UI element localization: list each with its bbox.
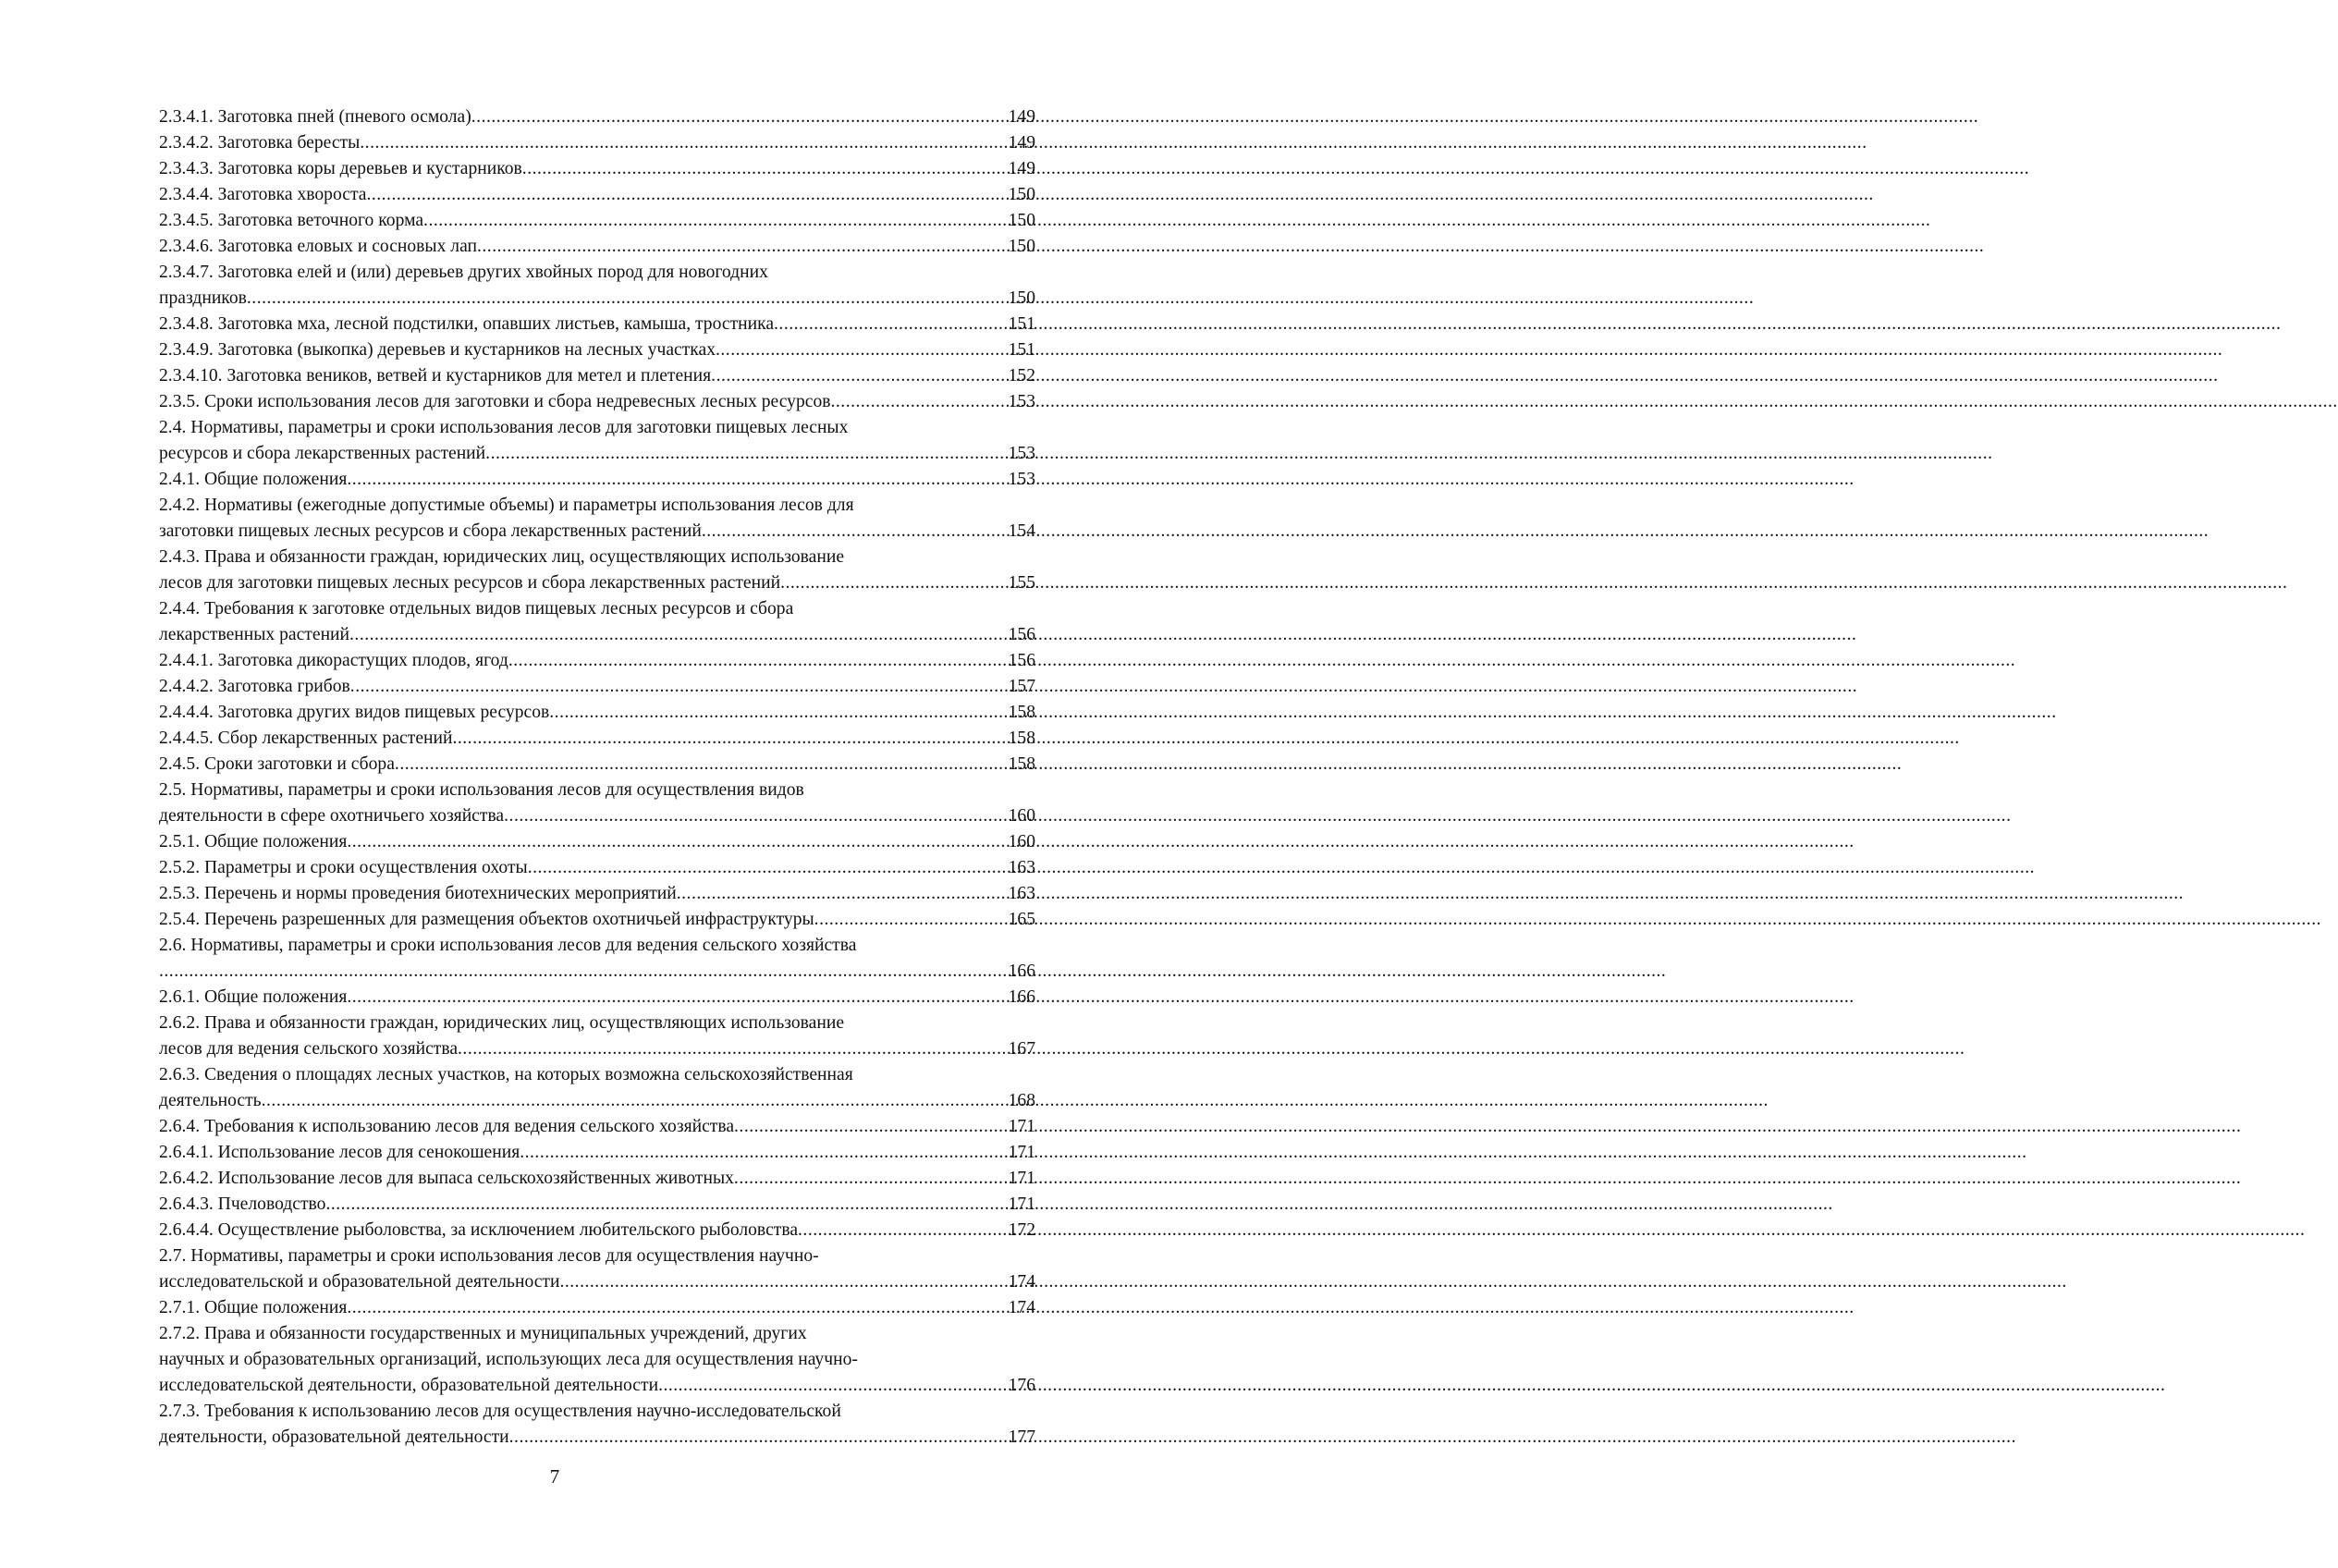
toc-dot-leader <box>159 959 1008 985</box>
toc-dot-leader <box>798 1218 1008 1243</box>
toc-page-number: 171 <box>1008 1117 1035 1136</box>
toc-entry-line <box>159 156 1035 182</box>
toc-entry[interactable] <box>159 1140 1035 1166</box>
toc-entry-line <box>159 363 1035 389</box>
toc-page-number: 160 <box>1008 806 1035 826</box>
toc-entry[interactable] <box>159 260 1035 312</box>
toc-dot-leader <box>831 389 1008 415</box>
toc-dot-leader <box>262 1088 1008 1114</box>
toc-entry-line <box>159 1295 1035 1321</box>
toc-dot-leader <box>366 182 1007 208</box>
toc-entry-line <box>159 674 1035 700</box>
toc-page-number: 152 <box>1008 366 1035 386</box>
toc-entry[interactable] <box>159 907 1035 933</box>
toc-dot-leader <box>734 1114 1008 1140</box>
toc-entry-title: 2.4.4.2. Заготовка грибов <box>159 677 350 696</box>
toc-entry[interactable] <box>159 545 1035 596</box>
toc-page-number: 149 <box>1008 159 1035 178</box>
toc-dot-leader <box>658 1373 1008 1399</box>
toc-entry[interactable] <box>159 337 1035 363</box>
toc-entry[interactable] <box>159 1011 1035 1062</box>
toc-entry-line <box>159 855 1035 881</box>
toc-entry-title-line: 2.7. Нормативы, параметры и сроки использования лесов для осуществления научно- <box>159 1246 819 1266</box>
toc-entry[interactable] <box>159 1321 1035 1399</box>
toc-page-number: 149 <box>1008 107 1035 127</box>
toc-entry[interactable] <box>159 1218 1035 1243</box>
toc-entry-line <box>159 752 1035 778</box>
toc-page-number: 174 <box>1008 1298 1035 1317</box>
toc-entry-title: лесов для заготовки пищевых лесных ресурсов и сбора лекарственных растений <box>159 573 781 593</box>
toc-entry-line <box>159 1192 1035 1218</box>
toc-page-number: 150 <box>1008 185 1035 204</box>
toc-entry[interactable] <box>159 726 1035 752</box>
toc-entry-title: 2.3.4.2. Заготовка бересты <box>159 133 361 153</box>
toc-entry[interactable] <box>159 104 1035 130</box>
toc-entry-line <box>159 648 1035 674</box>
page-number: 7 <box>549 1465 560 1488</box>
toc-entry[interactable] <box>159 1399 1035 1451</box>
toc-entry-title: 2.5.1. Общие положения <box>159 832 348 851</box>
toc-dot-leader <box>347 829 1007 855</box>
toc-entry-title-line: 2.7.2. Права и обязанности государственных и муниципальных учреждений, других <box>159 1324 807 1343</box>
toc-dot-leader <box>549 700 1007 726</box>
toc-page-number: 156 <box>1008 625 1035 644</box>
toc-entry-line <box>159 1114 1035 1140</box>
toc-entry-line <box>159 803 1035 829</box>
toc-entry-line <box>159 881 1035 907</box>
toc-entry-line <box>159 286 1035 312</box>
toc-entry-title: 2.3.4.10. Заготовка веников, ветвей и кустарников для метел и плетения <box>159 366 712 386</box>
toc-entry-line <box>159 519 1035 545</box>
toc-entry-line <box>159 985 1035 1011</box>
toc-page-number: 166 <box>1008 987 1035 1007</box>
toc-page-number: 158 <box>1008 729 1035 748</box>
toc-dot-leader <box>677 881 1008 907</box>
toc-dot-leader <box>395 752 1008 778</box>
toc-entry-line <box>159 1269 1035 1295</box>
toc-entry-title: 2.5.3. Перечень и нормы проведения биотехнических мероприятий <box>159 884 677 903</box>
toc-page-number: 167 <box>1008 1039 1035 1059</box>
toc-entry-line <box>159 234 1035 260</box>
toc-entry-title: ресурсов и сбора лекарственных растений <box>159 444 486 463</box>
toc-entry[interactable] <box>159 881 1035 907</box>
toc-dot-leader <box>325 1192 1007 1218</box>
toc-entry[interactable] <box>159 829 1035 855</box>
toc-entry-line <box>159 208 1035 234</box>
table-of-contents <box>159 104 1035 1451</box>
toc-entry-title: 2.6.1. Общие положения <box>159 987 348 1007</box>
toc-page-number: 151 <box>1008 340 1035 360</box>
toc-page-number: 171 <box>1008 1169 1035 1188</box>
toc-entry-title-line: 2.4.2. Нормативы (ежегодные допустимые объемы) и параметры использования лесов для <box>159 496 854 515</box>
toc-entry-title: 2.3.5. Сроки использования лесов для заготовки и сбора недревесных лесных ресурсов <box>159 392 831 411</box>
toc-page-number: 165 <box>1008 910 1035 929</box>
toc-entry-title: 2.6.4.1. Использование лесов для сенокошения <box>159 1143 520 1162</box>
toc-entry[interactable] <box>159 596 1035 648</box>
toc-entry-title: 2.7.1. Общие положения <box>159 1298 348 1317</box>
toc-entry[interactable] <box>159 312 1035 337</box>
toc-dot-leader <box>559 1269 1007 1295</box>
toc-entry[interactable] <box>159 778 1035 829</box>
toc-dot-leader <box>528 855 1008 881</box>
toc-entry[interactable] <box>159 1114 1035 1140</box>
toc-dot-leader <box>247 286 1008 312</box>
toc-entry-title: 2.5.2. Параметры и сроки осуществления охоты <box>159 858 528 877</box>
toc-entry-title: 2.3.4.5. Заготовка веточного корма <box>159 211 424 230</box>
toc-entry[interactable] <box>159 156 1035 182</box>
toc-page-number: 150 <box>1008 288 1035 308</box>
toc-page-number: 177 <box>1008 1427 1035 1447</box>
toc-dot-leader <box>702 519 1008 545</box>
toc-entry-line <box>159 1140 1035 1166</box>
toc-entry-line <box>159 1218 1035 1243</box>
toc-dot-leader <box>458 1036 1008 1062</box>
toc-entry-title: деятельности, образовательной деятельности <box>159 1427 509 1447</box>
toc-entry-line <box>159 1166 1035 1192</box>
toc-page-number: 166 <box>1008 962 1035 981</box>
toc-entry-title: 2.3.4.4. Заготовка хвороста <box>159 185 367 204</box>
toc-page-number: 150 <box>1008 237 1035 256</box>
toc-entry[interactable] <box>159 363 1035 389</box>
toc-page-number: 163 <box>1008 858 1035 877</box>
toc-entry-title: 2.3.4.9. Заготовка (выкопка) деревьев и кустарников на лесных участках <box>159 340 716 360</box>
toc-entry[interactable] <box>159 855 1035 881</box>
toc-entry-title: 2.3.4.8. Заготовка мха, лесной подстилки, опавших листьев, камыша, тростника <box>159 314 775 334</box>
toc-entry-line <box>159 726 1035 752</box>
toc-page-number: 171 <box>1008 1194 1035 1214</box>
toc-entry-title: 2.6.4.2. Использование лесов для выпаса сельскохозяйственных животных <box>159 1169 734 1188</box>
toc-entry-line <box>159 829 1035 855</box>
toc-dot-leader <box>347 467 1007 493</box>
toc-page-number: 172 <box>1008 1220 1035 1240</box>
toc-dot-leader <box>485 441 1007 467</box>
toc-dot-leader <box>347 1295 1007 1321</box>
toc-entry-title: 2.6.4.4. Осуществление рыболовства, за исключением любительского рыболовства <box>159 1220 799 1240</box>
toc-page-number: 168 <box>1008 1091 1035 1110</box>
toc-dot-leader <box>423 208 1008 234</box>
toc-dot-leader <box>350 674 1008 700</box>
toc-dot-leader <box>522 156 1008 182</box>
toc-entry-title: 2.4.1. Общие положения <box>159 470 348 489</box>
toc-entry-line <box>159 959 1035 985</box>
toc-entry[interactable] <box>159 700 1035 726</box>
toc-dot-leader <box>711 363 1007 389</box>
toc-entry-line <box>159 130 1035 156</box>
toc-page-number: 158 <box>1008 703 1035 722</box>
toc-page-number: 176 <box>1008 1376 1035 1395</box>
toc-entry[interactable] <box>159 1062 1035 1114</box>
toc-entry-title: 2.4.4.5. Сбор лекарственных растений <box>159 729 453 748</box>
toc-page-number: 160 <box>1008 832 1035 851</box>
toc-dot-leader <box>504 803 1007 829</box>
toc-entry-line <box>159 1088 1035 1114</box>
toc-entry-title-line: 2.7.3. Требования к использованию лесов для осуществления научно-исследовательской <box>159 1402 841 1421</box>
toc-entry-title-line: 2.4. Нормативы, параметры и сроки использования лесов для заготовки пищевых лесных <box>159 418 849 437</box>
toc-entry-title: исследовательской и образовательной деятельности <box>159 1272 560 1292</box>
toc-page-number: 149 <box>1008 133 1035 153</box>
toc-page-number: 153 <box>1008 392 1035 411</box>
toc-dot-leader <box>349 622 1008 648</box>
toc-entry-title: 2.3.4.3. Заготовка коры деревьев и кустарников <box>159 159 522 178</box>
toc-page-number: 150 <box>1008 211 1035 230</box>
toc-entry-title: 2.3.4.6. Заготовка еловых и сосновых лап <box>159 237 477 256</box>
toc-entry-title: 2.3.4.1. Заготовка пней (пневого осмола) <box>159 107 471 127</box>
toc-dot-leader <box>509 1425 1008 1451</box>
toc-page-number: 174 <box>1008 1272 1035 1292</box>
toc-entry-line <box>159 104 1035 130</box>
toc-page-number: 163 <box>1008 884 1035 903</box>
document-page <box>0 0 1109 1568</box>
toc-dot-leader <box>520 1140 1007 1166</box>
toc-entry[interactable] <box>159 208 1035 234</box>
toc-entry-line <box>159 907 1035 933</box>
toc-page-number: 156 <box>1008 651 1035 670</box>
toc-entry-title: 2.6.4. Требования к использованию лесов для ведения сельского хозяйства <box>159 1117 735 1136</box>
toc-entry[interactable] <box>159 234 1035 260</box>
toc-dot-leader <box>477 234 1008 260</box>
toc-page-number: 153 <box>1008 470 1035 489</box>
toc-entry-title: деятельности в сфере охотничьего хозяйства <box>159 806 505 826</box>
toc-entry-line <box>159 700 1035 726</box>
toc-entry[interactable] <box>159 752 1035 778</box>
toc-page-number: 154 <box>1008 521 1035 541</box>
toc-entry-title: 2.4.4.1. Заготовка дикорастущих плодов, ягод <box>159 651 508 670</box>
toc-entry-title-line: 2.6.3. Сведения о площадях лесных участков, на которых возможна сельскохозяйственная <box>159 1065 853 1084</box>
toc-dot-leader <box>774 312 1008 337</box>
toc-entry-title: исследовательской деятельности, образовательной деятельности <box>159 1376 659 1395</box>
toc-entry-line <box>159 337 1035 363</box>
toc-entry[interactable] <box>159 415 1035 467</box>
toc-entry-title-line: 2.4.4. Требования к заготовке отдельных видов пищевых лесных ресурсов и сбора <box>159 599 794 619</box>
toc-entry-line <box>159 182 1035 208</box>
toc-page-number: 158 <box>1008 754 1035 774</box>
toc-entry[interactable] <box>159 1295 1035 1321</box>
toc-entry-title: заготовки пищевых лесных ресурсов и сбора лекарственных растений <box>159 521 702 541</box>
toc-dot-leader <box>471 104 1008 130</box>
toc-entry[interactable] <box>159 674 1035 700</box>
toc-entry-title: 2.4.5. Сроки заготовки и сбора <box>159 754 395 774</box>
toc-entry[interactable] <box>159 933 1035 985</box>
toc-dot-leader <box>347 985 1007 1011</box>
toc-entry-line <box>159 570 1035 596</box>
toc-entry-title: лесов для ведения сельского хозяйства <box>159 1039 459 1059</box>
toc-entry[interactable] <box>159 493 1035 545</box>
toc-entry[interactable] <box>159 985 1035 1011</box>
toc-entry-title-line: 2.3.4.7. Заготовка елей и (или) деревьев других хвойных пород для новогодних <box>159 263 768 282</box>
toc-entry-title: праздников <box>159 288 247 308</box>
toc-entry-title: 2.5.4. Перечень разрешенных для размещения объектов охотничьей инфраструктуры <box>159 910 814 929</box>
toc-dot-leader <box>452 726 1007 752</box>
toc-entry-title: деятельность <box>159 1091 262 1110</box>
toc-entry-line <box>159 1373 1035 1399</box>
toc-dot-leader <box>734 1166 1008 1192</box>
toc-page-number: 171 <box>1008 1143 1035 1162</box>
toc-entry-title: 2.6.4.3. Пчеловодство <box>159 1194 326 1214</box>
toc-entry-title: лекарственных растений <box>159 625 350 644</box>
toc-entry-line <box>159 389 1035 415</box>
toc-dot-leader <box>716 337 1008 363</box>
toc-dot-leader <box>508 648 1008 674</box>
toc-entry-title: 2.4.4.4. Заготовка других видов пищевых ресурсов <box>159 703 550 722</box>
toc-page-number: 153 <box>1008 444 1035 463</box>
toc-entry-title-line: научных и образовательных организаций, использующих леса для осуществления научно- <box>159 1350 858 1369</box>
toc-entry-title-line: 2.6.2. Права и обязанности граждан, юридических лиц, осуществляющих использование <box>159 1013 845 1033</box>
toc-entry[interactable] <box>159 467 1035 493</box>
toc-page-number: 157 <box>1008 677 1035 696</box>
toc-entry[interactable] <box>159 1166 1035 1192</box>
toc-dot-leader <box>780 570 1008 596</box>
toc-entry[interactable] <box>159 182 1035 208</box>
toc-page-number: 155 <box>1008 573 1035 593</box>
toc-entry[interactable] <box>159 648 1035 674</box>
toc-dot-leader <box>360 130 1007 156</box>
toc-page-number: 151 <box>1008 314 1035 334</box>
toc-dot-leader <box>814 907 1008 933</box>
toc-entry[interactable] <box>159 130 1035 156</box>
toc-entry[interactable] <box>159 1243 1035 1295</box>
toc-entry-line <box>159 622 1035 648</box>
toc-entry-line <box>159 467 1035 493</box>
toc-entry-line <box>159 441 1035 467</box>
toc-entry-title-line: 2.5. Нормативы, параметры и сроки использования лесов для осуществления видов <box>159 780 804 800</box>
toc-entry-line <box>159 312 1035 337</box>
toc-entry-title-line: 2.6. Нормативы, параметры и сроки использования лесов для ведения сельского хозяйства <box>159 936 857 955</box>
toc-entry-line <box>159 1425 1035 1451</box>
toc-entry-line <box>159 1036 1035 1062</box>
toc-entry[interactable] <box>159 389 1035 415</box>
toc-entry[interactable] <box>159 1192 1035 1218</box>
toc-entry-title-line: 2.4.3. Права и обязанности граждан, юридических лиц, осуществляющих использование <box>159 547 845 567</box>
